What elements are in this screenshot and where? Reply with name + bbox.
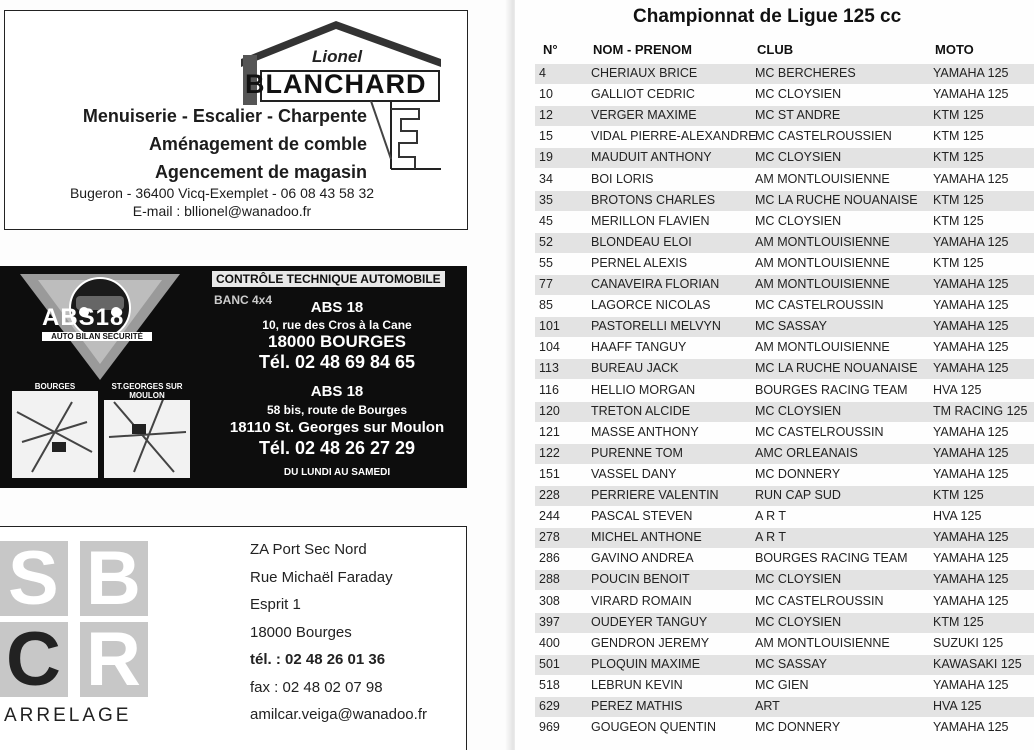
table-row <box>535 233 1034 253</box>
table-row <box>535 106 1034 126</box>
table-row <box>535 338 1034 358</box>
rider-club: AM MONTLOUISIENNE <box>755 255 890 270</box>
rider-moto: SUZUKI 125 <box>933 635 1004 650</box>
map-roads-icon <box>12 382 98 478</box>
rider-moto: YAMAHA 125 <box>933 319 1009 334</box>
rider-name: MERILLON FLAVIEN <box>591 213 710 228</box>
header-no: N° <box>543 42 558 57</box>
rider-name: GENDRON JEREMY <box>591 635 710 650</box>
rider-number: 19 <box>539 150 553 165</box>
rider-club: AM MONTLOUISIENNE <box>755 171 890 186</box>
rider-number: 122 <box>539 445 560 460</box>
sbcr-letter: C <box>6 617 61 702</box>
rider-number: 45 <box>539 213 553 228</box>
rider-number: 35 <box>539 192 553 207</box>
abs18-banc: BANC 4x4 <box>214 293 273 307</box>
service-line-2: Aménagement de comble <box>148 134 367 154</box>
rider-name: PEREZ MATHIS <box>591 699 683 713</box>
rider-number: 228 <box>539 488 560 502</box>
blanchard-address: Bugeron - 36400 Vicq-Exemplet - 06 08 43 58 32 <box>69 185 375 201</box>
rider-name: LEBRUN KEVIN <box>591 677 683 692</box>
table-row <box>535 254 1034 274</box>
rider-number: 400 <box>539 635 560 650</box>
table-row <box>535 148 1034 168</box>
sbcr-letter: B <box>86 536 141 621</box>
site2-phone: Tél. 02 48 26 27 29 <box>258 438 416 458</box>
sbcr-email: amilcar.veiga@wanadoo.fr <box>250 706 427 723</box>
rider-name: BLONDEAU ELOI <box>591 234 692 249</box>
rider-club: MC LA RUCHE NOUANAISE <box>755 192 918 207</box>
rider-number: 34 <box>539 171 553 186</box>
rider-club: A R T <box>755 530 787 545</box>
rider-moto: KTM 125 <box>933 488 984 502</box>
rider-club: AMC ORLEANAIS <box>755 445 858 460</box>
sbcr-fax: fax : 02 48 02 07 98 <box>250 679 383 696</box>
sbcr-tagline: ARRELAGE <box>4 705 132 726</box>
rider-club: MC LA RUCHE NOUANAISE <box>755 361 918 376</box>
sbcr-address-3: Esprit 1 <box>250 596 301 613</box>
table-row <box>535 444 1034 464</box>
table-row <box>535 64 1034 84</box>
rider-moto: KAWASAKI 125 <box>933 656 1022 671</box>
site1-name: ABS 18 <box>310 299 364 316</box>
rider-moto: YAMAHA 125 <box>933 424 1009 439</box>
rider-name: GAVINO ANDREA <box>591 551 694 566</box>
rider-club: AM MONTLOUISIENNE <box>755 340 890 355</box>
table-row <box>535 655 1034 675</box>
rider-club: MC GIEN <box>755 677 809 692</box>
sbcr-city: 18000 Bourges <box>250 624 352 641</box>
blanchard-email: E-mail : bllionel@wanadoo.fr <box>132 203 312 219</box>
rider-moto: KTM 125 <box>933 108 984 123</box>
table-row <box>535 634 1034 654</box>
rider-number: 501 <box>539 656 560 671</box>
rider-moto: YAMAHA 125 <box>933 572 1009 587</box>
rider-moto: YAMAHA 125 <box>933 720 1009 735</box>
rider-number: 288 <box>539 572 560 587</box>
table-row <box>535 423 1034 443</box>
rider-club: MC CLOYSIEN <box>755 614 842 629</box>
rider-name: PASCAL STEVEN <box>591 509 693 524</box>
bourges-map <box>12 382 98 478</box>
rider-number: 10 <box>539 87 553 102</box>
rider-moto: YAMAHA 125 <box>933 87 1009 102</box>
rider-number: 12 <box>539 108 553 123</box>
rider-number: 121 <box>539 424 560 439</box>
table-row <box>535 191 1034 211</box>
table-row <box>535 718 1034 738</box>
rider-club: MC CASTELROUSSIN <box>755 593 884 608</box>
rider-name: HELLIO MORGAN <box>591 382 696 397</box>
header-moto: MOTO <box>935 42 974 57</box>
rider-number: 4 <box>539 66 546 80</box>
rider-number: 15 <box>539 129 553 144</box>
table-row <box>535 570 1034 590</box>
rider-number: 629 <box>539 699 560 713</box>
site2-street: 58 bis, route de Bourges <box>266 403 408 417</box>
rider-name: VASSEL DANY <box>591 466 677 481</box>
rider-club: BOURGES RACING TEAM <box>755 551 908 566</box>
rider-club: MC SASSAY <box>755 656 828 671</box>
rider-name: PURENNE TOM <box>591 445 683 460</box>
rider-moto: HVA 125 <box>933 509 982 524</box>
rider-moto: YAMAHA 125 <box>933 361 1009 376</box>
rider-name: PASTORELLI MELVYN <box>591 319 721 334</box>
blanchard-ad <box>4 10 468 230</box>
table-row <box>535 697 1034 717</box>
rider-club: MC CASTELROUSSIEN <box>755 129 892 144</box>
header-name: NOM - PRENOM <box>593 42 692 57</box>
bourges-map-title: BOURGES <box>12 382 98 391</box>
service-line-1: Menuiserie - Escalier - Charpente <box>82 106 367 126</box>
table-row <box>535 528 1034 548</box>
table-row <box>535 212 1034 232</box>
rider-name: MASSE ANTHONY <box>591 424 699 439</box>
rider-name: HAAFF TANGUY <box>591 340 687 355</box>
rider-moto: YAMAHA 125 <box>933 340 1009 355</box>
rider-moto: YAMAHA 125 <box>933 466 1009 481</box>
rider-number: 278 <box>539 530 560 545</box>
rider-moto: YAMAHA 125 <box>933 298 1009 313</box>
abs18-logo-subtitle: AUTO BILAN SECURITÉ <box>42 332 152 341</box>
rider-moto: YAMAHA 125 <box>933 593 1009 608</box>
rider-moto: YAMAHA 125 <box>933 677 1009 692</box>
table-row <box>535 486 1034 506</box>
rider-moto: HVA 125 <box>933 382 982 397</box>
abs18-ad <box>0 266 467 488</box>
rider-club: MC BERCHERES <box>755 66 856 80</box>
header-club: CLUB <box>757 42 794 57</box>
rider-number: 55 <box>539 255 553 270</box>
rider-moto: YAMAHA 125 <box>933 66 1009 80</box>
table-row <box>535 402 1034 422</box>
right-page <box>515 0 1034 750</box>
rider-club: BOURGES RACING TEAM <box>755 382 908 397</box>
rider-name: TRETON ALCIDE <box>591 403 691 418</box>
rider-moto: KTM 125 <box>933 255 984 270</box>
rider-club: MC CASTELROUSSIN <box>755 298 884 313</box>
rider-name: PERRIERE VALENTIN <box>591 488 719 502</box>
sbcr-letter: S <box>8 536 59 621</box>
rider-name: BUREAU JACK <box>591 361 679 376</box>
rider-moto: HVA 125 <box>933 699 982 713</box>
rider-number: 397 <box>539 614 560 629</box>
rider-name: MICHEL ANTHONE <box>591 530 702 545</box>
rider-moto: KTM 125 <box>933 614 984 629</box>
table-row <box>535 507 1034 527</box>
sbcr-address-1: ZA Port Sec Nord <box>250 541 367 558</box>
rider-name: OUDEYER TANGUY <box>591 614 708 629</box>
rider-name: GALLIOT CEDRIC <box>591 87 695 102</box>
rider-name: MAUDUIT ANTHONY <box>591 150 712 165</box>
table-row <box>535 85 1034 105</box>
rider-moto: YAMAHA 125 <box>933 551 1009 566</box>
rider-club: AM MONTLOUISIENNE <box>755 234 890 249</box>
rider-number: 77 <box>539 277 553 291</box>
table-row <box>535 359 1034 379</box>
rider-name: POUCIN BENOIT <box>591 572 690 587</box>
site1-phone: Tél. 02 48 69 84 65 <box>258 352 416 372</box>
rider-number: 113 <box>539 361 559 376</box>
rider-club: MC CLOYSIEN <box>755 87 842 102</box>
rider-club: MC DONNERY <box>755 720 841 735</box>
rider-moto: YAMAHA 125 <box>933 171 1009 186</box>
rider-number: 308 <box>539 593 560 608</box>
sbcr-ad <box>0 526 467 750</box>
rider-name: VIRARD ROMAIN <box>591 593 692 608</box>
rider-name: GOUGEON QUENTIN <box>591 720 717 735</box>
rider-name: VIDAL PIERRE-ALEXANDRE <box>591 129 757 144</box>
rider-name: BROTONS CHARLES <box>591 192 716 207</box>
table-row <box>535 592 1034 612</box>
table-row <box>535 549 1034 569</box>
rider-moto: YAMAHA 125 <box>933 234 1009 249</box>
rider-name: PERNEL ALEXIS <box>591 255 688 270</box>
rider-club: MC DONNERY <box>755 466 841 481</box>
left-page <box>0 0 515 750</box>
rider-club: AM MONTLOUISIENNE <box>755 277 890 291</box>
rider-number: 101 <box>539 319 560 334</box>
rider-number: 116 <box>539 382 559 397</box>
rider-moto: KTM 125 <box>933 213 984 228</box>
site2-name: ABS 18 <box>310 383 364 400</box>
rider-moto: YAMAHA 125 <box>933 277 1009 291</box>
sbcr-phone: tél. : 02 48 26 01 36 <box>250 651 386 668</box>
opening-days: DU LUNDI AU SAMEDI <box>283 467 391 478</box>
site1-street: 10, rue des Cros à la Cane <box>262 318 412 332</box>
rider-number: 52 <box>539 234 553 249</box>
rider-moto: TM RACING 125 <box>933 403 1028 418</box>
st-georges-map-title: ST.GEORGES SUR MOULON <box>104 382 190 400</box>
brand-firstname: Lionel <box>312 47 363 66</box>
rider-number: 104 <box>539 340 560 355</box>
table-row <box>535 170 1034 190</box>
table-row <box>535 381 1034 401</box>
rider-number: 151 <box>539 466 560 481</box>
rider-number: 969 <box>539 720 560 735</box>
rider-moto: KTM 125 <box>933 150 984 165</box>
rider-moto: YAMAHA 125 <box>933 530 1009 545</box>
rider-name: LAGORCE NICOLAS <box>591 298 711 313</box>
rider-name: BOI LORIS <box>591 171 654 186</box>
site2-city: 18110 St. Georges sur Moulon <box>229 419 445 436</box>
rider-number: 518 <box>539 677 560 692</box>
sbcr-address-2: Rue Michaël Faraday <box>250 569 393 586</box>
table-row <box>535 317 1034 337</box>
rider-club: RUN CAP SUD <box>755 488 841 502</box>
rider-number: 120 <box>539 403 560 418</box>
rider-name: CHERIAUX BRICE <box>591 66 698 80</box>
table-row <box>535 275 1034 295</box>
service-line-3: Agencement de magasin <box>154 162 367 182</box>
rider-number: 286 <box>539 551 560 566</box>
page-title: Championnat de Ligue 125 cc <box>633 6 902 27</box>
abs18-banner: CONTRÔLE TECHNIQUE AUTOMOBILE <box>212 271 445 287</box>
table-row <box>535 613 1034 633</box>
table-row <box>535 296 1034 316</box>
rider-club: A R T <box>755 509 787 524</box>
abs18-logo-text: ABS18 <box>42 304 125 331</box>
rider-club: MC SASSAY <box>755 319 828 334</box>
brand-name: BLANCHARD <box>245 69 427 99</box>
table-row <box>535 127 1034 147</box>
st-georges-map <box>104 382 190 478</box>
rider-name: VERGER MAXIME <box>591 108 697 123</box>
table-row <box>535 465 1034 485</box>
rider-number: 85 <box>539 298 553 313</box>
sbcr-letter: R <box>86 617 141 702</box>
table-row <box>535 676 1034 696</box>
rider-name: PLOQUIN MAXIME <box>591 656 701 671</box>
rider-club: MC CLOYSIEN <box>755 213 842 228</box>
rider-club: MC ST ANDRE <box>755 108 841 123</box>
rider-name: CANAVEIRA FLORIAN <box>591 277 720 291</box>
rider-club: MC CLOYSIEN <box>755 403 842 418</box>
site1-city: 18000 BOURGES <box>268 332 406 351</box>
rider-club: AM MONTLOUISIENNE <box>755 635 890 650</box>
rider-moto: KTM 125 <box>933 192 984 207</box>
rider-club: ART <box>755 699 780 713</box>
rider-number: 244 <box>539 509 560 524</box>
rider-club: MC CLOYSIEN <box>755 572 842 587</box>
rider-moto: YAMAHA 125 <box>933 445 1009 460</box>
rider-moto: KTM 125 <box>933 129 984 144</box>
rider-club: MC CASTELROUSSIN <box>755 424 884 439</box>
rider-club: MC CLOYSIEN <box>755 150 842 165</box>
